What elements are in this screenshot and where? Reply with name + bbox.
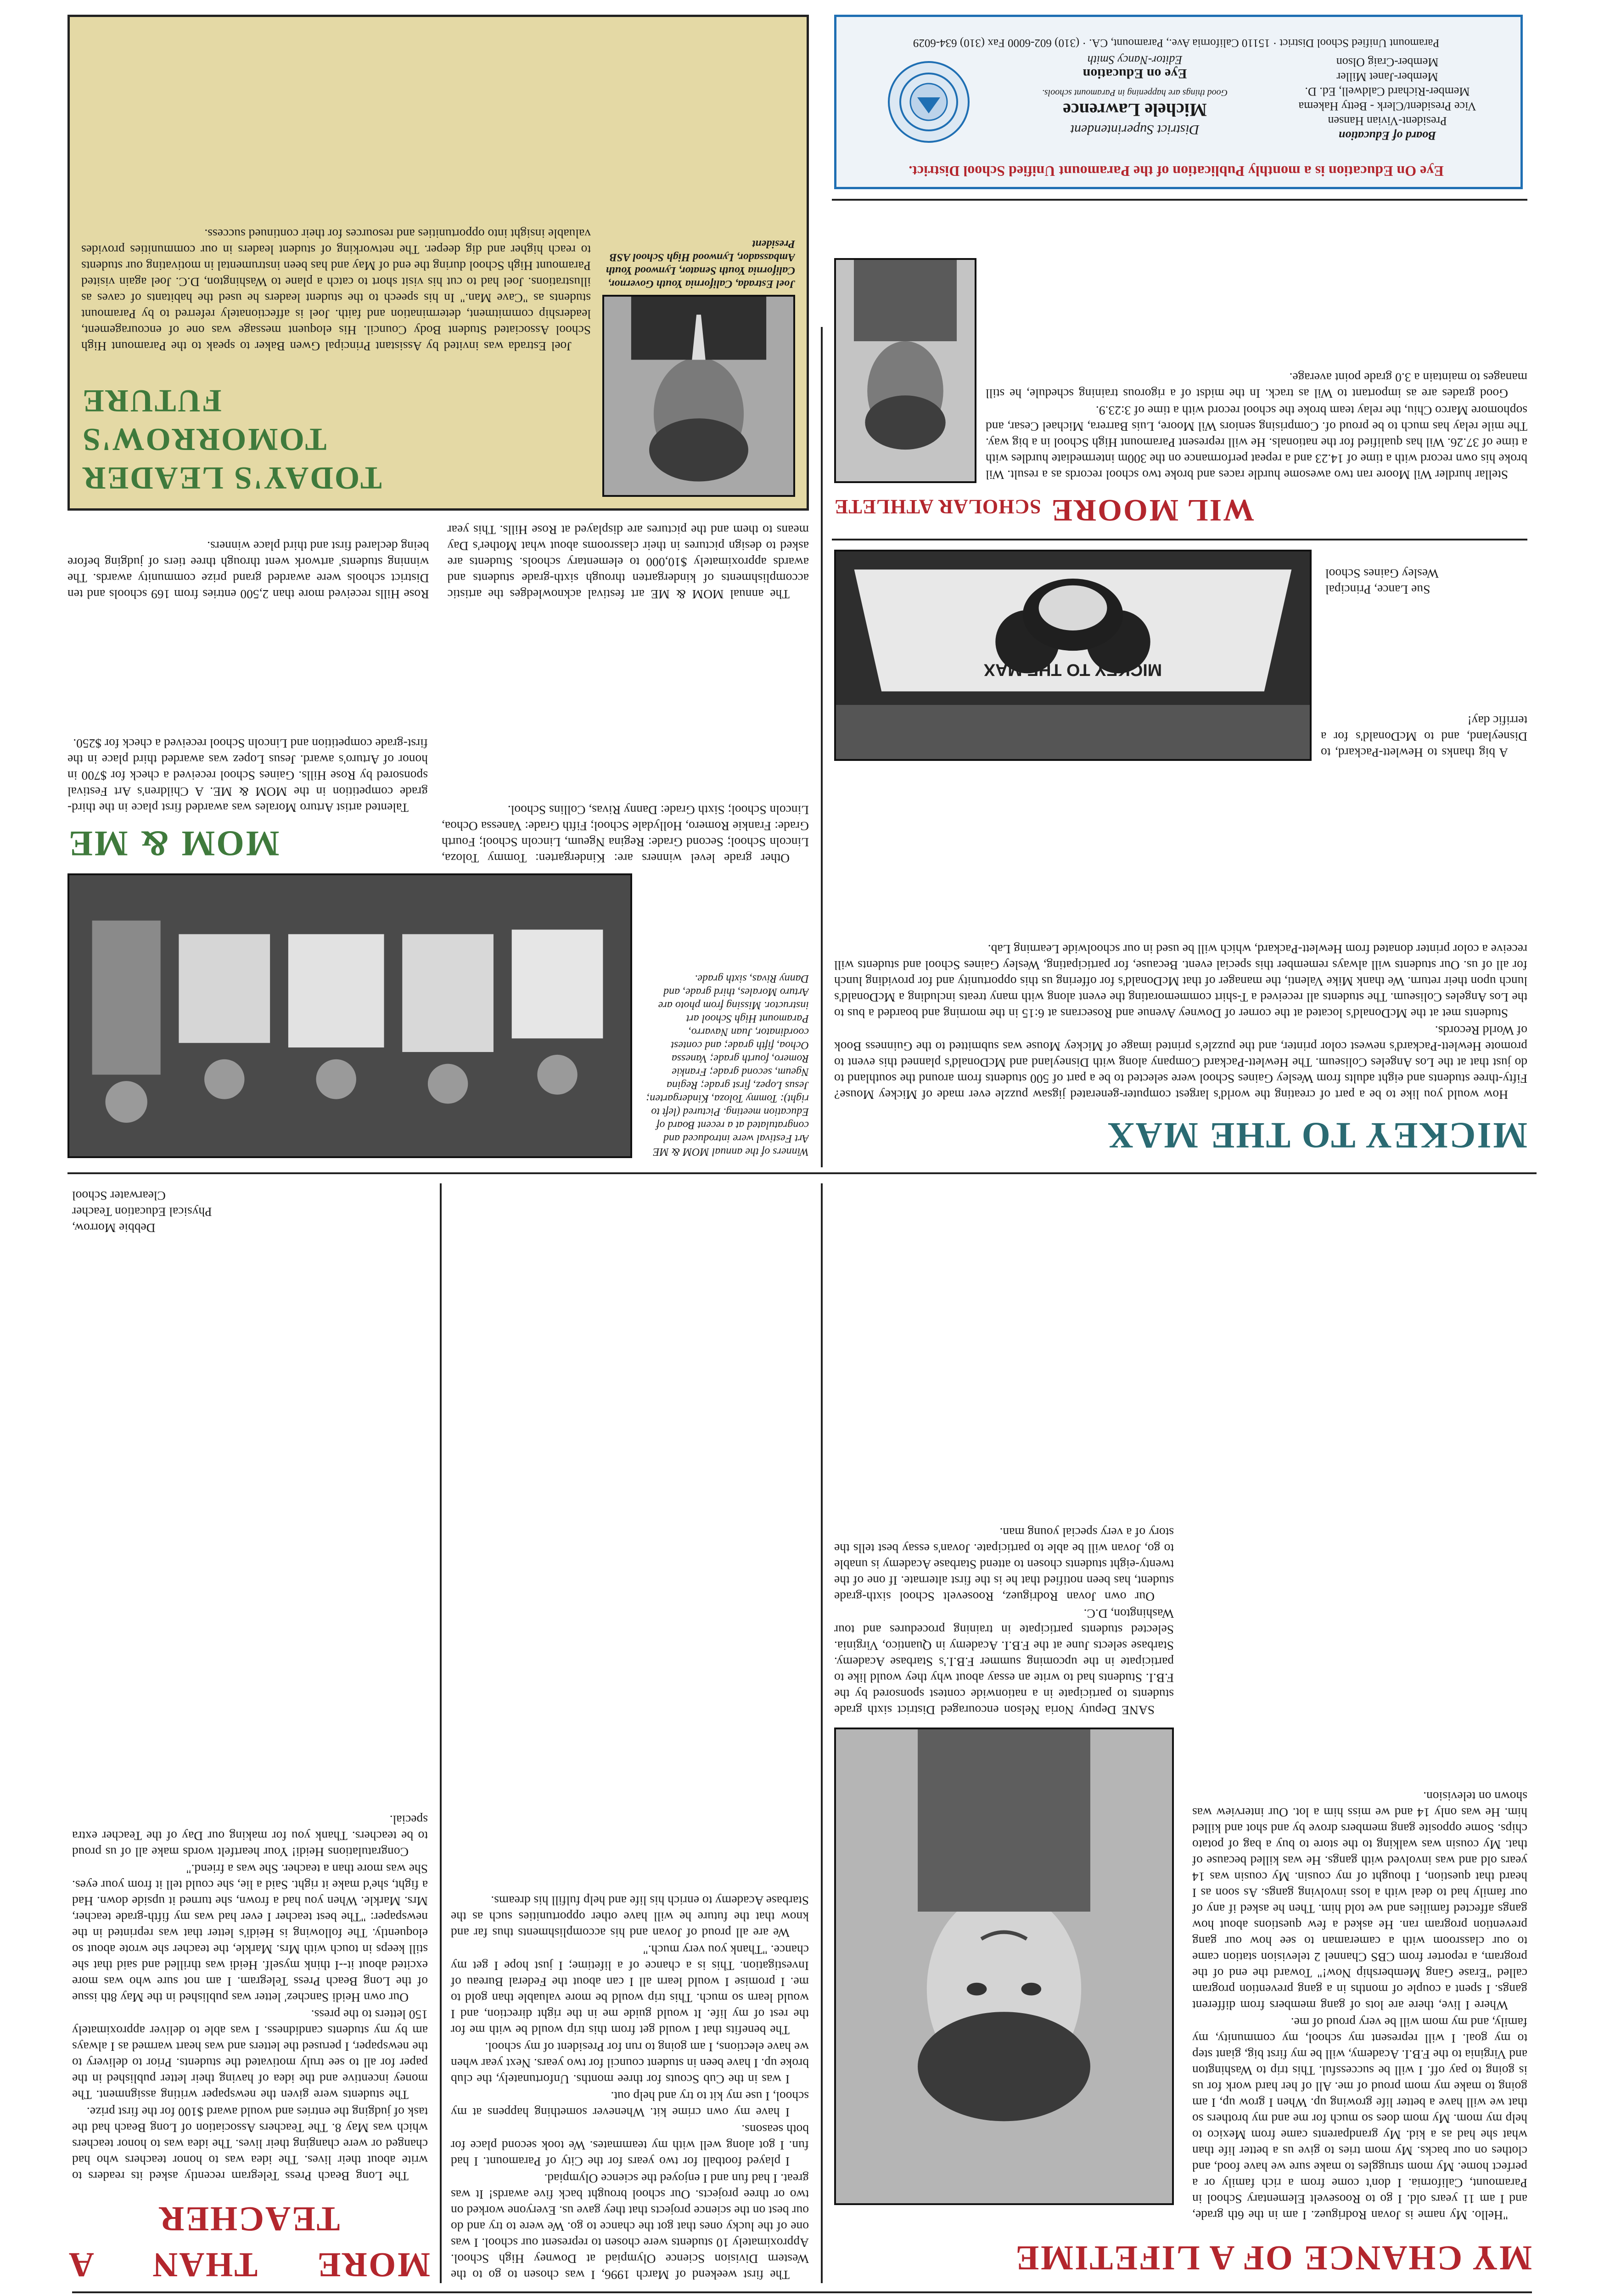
column-rule — [440, 1183, 442, 2283]
address-block: Paramount Unified School District · 15110 California Ave., Paramount, CA. · (310) 602-6000 Fax (310) 634-6029 — [913, 37, 1440, 49]
eye-editor: Editor-Nancy Smith — [1087, 53, 1183, 67]
mickey-p2: Students met at the McDonald's located at the corner of Downey Avenue and Rosecrans at 6:15 in the morning and boarded a bus to the Los Angeles Coliseum. The students all received a T-shirt commemorating the event along with many treats including a McDonald's lunch upon their return. We thank Mike Valenti, the manager of that McDonald's for offering us this opportunity and for providing lunch for all of us. Our students will always remember this special event. Because, for participating, Wesley Gaines School and students will receive a color printer donated from Hewlett-Packard, which will be used in our schoolwide Learning Lab. — [834, 942, 1527, 1021]
joel-estrada-photo — [602, 295, 795, 497]
lifetime-cont-p4: I was in the Cub Scouts for three months. Unfortunately, the club broke up. I have been in student council for two years. Next year when we have elections, I am going to run for President of my school. — [451, 2040, 809, 2087]
leader-p1: Joel Estrada was invited by Assistant Principal Gwen Baker to speak to the Paramount High School Associated Student Body Council. His eloquent message was one of encouragement, leadership commitment, determination and faith. Joel is affectionately referred to by Paramount students as "Cave Man." In his speech to the student leaders he used the habitants of caves as illustrations. Joel had to cut his visit short to catch a plane to Washington, D.C. Joel again visited Paramount High School during the end of May and has been instrumental in motivating our students to reach higher and dig deeper. The networking of student leaders in our communities provides valuable insight into opportunities and resources for their continued success. — [81, 227, 591, 354]
lifetime-essay-p2: Where I live, there are lots of gang members from different gangs. I spent a couple of months in a gang prevention program called "Erase Gang Membership Now!" Toward the end of the program, a reporter from CBS Channel 2 television station came to our classroom with a cameraman to see how our gang prevention program ran. He asked a few questions about how gangs affected families and we told him. Then he asked if any of our family had to deal with a loss involving gangs. As soon as I heard that question, I thought of my cousin. My cousin was 14 years old and was involved with gangs. He was killed because of that. My cousin was walking to the store to buy a bag of potato chips. Some opposite gang members drove by and shot and killed him. He was only 14 and we miss him a lot. Our interview was shown on television. — [1192, 1790, 1527, 2013]
board-member: President-Vivian Hansen — [1328, 114, 1447, 128]
column-rule — [821, 1183, 823, 2283]
district-phone: (310) 602-6000 Fax (310) 634-6029 — [913, 37, 1080, 49]
mickey-puzzle-photo — [834, 550, 1312, 761]
masthead-line: Eye On Education is a monthly Publication of the Paramount Unified School District. — [909, 163, 1444, 180]
lifetime-cont-p6: We are all proud of Jovan and his accomplishments thus far and know that the future he will have other opportunities such as the Starbase Academy to enrich his life and help fulfill his dreams. — [451, 1894, 809, 1940]
leader-headline — [81, 359, 591, 497]
section-rule — [832, 199, 1527, 201]
teacher-article — [72, 1238, 428, 2184]
lifetime-intro-p2: Our own Jovan Rodriguez, Roosevelt School sixth-grade student, has been notified that he is the first alternate. If one of the twenty-eight students chosen to attend Starbase Academy is unable to go, Jovan will be able to participate. Jovan's essay best tells the story of a very special young man. — [834, 1525, 1174, 1604]
eye-title: Eye on Education — [1083, 66, 1187, 81]
teacher-headline-line1: MORE THAN A — [67, 2245, 430, 2284]
board-title: Board of Education — [1338, 129, 1436, 142]
leader-headline-line3: FUTURE — [81, 383, 222, 418]
lifetime-cont-p2: I played football for two years for the City of Paramount. I had fun. I got along well with my teammates. We took second place for both seasons. — [451, 2122, 809, 2169]
lifetime-cont-p3: I have my own crime kit. Whenever something happens at my school, I use my kit to try and help out. — [451, 2089, 809, 2120]
mickey-p3: A big thanks to Hewlett-Packard, to Disneyland, and to McDonald's for a terrific day! — [1321, 714, 1527, 760]
superintendent-title: District Superintendent — [1070, 122, 1200, 137]
superintendent-name: Michele Lawrence — [1063, 100, 1207, 120]
teacher-sig-title: Physical Education Teacher — [72, 1205, 212, 1219]
teacher-p2: The students were given the newspaper writing assignment. The money incentive and the idea of having their letter published in the paper for all to see truly motivated the students. Prior to delivery to the newspaper, I perused the letters and was heart warmed as I always am by my students candidness. I was able to deliver approximately 150 letters to the press. — [72, 2008, 428, 2102]
mom-article-right — [67, 605, 428, 816]
page-header — [72, 2291, 1532, 2296]
school-district-seal — [888, 61, 970, 143]
jovan-photo — [834, 1728, 1174, 2205]
wil-p1: Stellar hurdler Wil Moore ran two awesome hurdle races and broke two school records as a result. Wil broke his own record with a time of 14.23 and a repeat performance on the 300m intermediate hurdles with a time of 37.26. Wil has qualified for the nationals. He will represent Paramount High School in a big way. The mile relay has much to be proud of. Comprising seniors Wil Moore, Luis Barrera, Michael Cesar, and sophomore Marco Chiu, the relay team broke the school record with a time of 3:23.9. — [986, 404, 1527, 482]
wil-moore-photo — [834, 258, 976, 483]
district-address: 15110 California Ave., Paramount, CA. — [1089, 37, 1270, 49]
lifetime-intro-p1: SANE Deputy Noria Nelson encouraged District sixth grade students to participate in a nationwide contest sponsored by the F.B.I. Students had to write an essay about why they would like to participate in the upcoming summer F.B.I.'s Starbase Academy. Starbase selects June at the F.B.I. Academy in Quantico, Virginia. Selected students participate in training procedures and tour Washington, D.C. — [834, 1607, 1174, 1717]
wil-p2: Good grades are as important to Wil as track. In the midst of a rigorous training schedule, he still manages to maintain a 3.0 grade point average. — [986, 371, 1527, 401]
lifetime-continued — [451, 1183, 809, 2283]
section-rule — [832, 539, 1527, 540]
board-member: Member-Richard Caldwell, Ed. D. — [1305, 85, 1470, 98]
mom-article-left — [442, 609, 809, 867]
mom-me-winners-photo — [67, 873, 632, 1158]
teacher-p1: The Long Beach Press Telegram recently asked its readers to write about their lives. The idea was to honor teachers who had changed or were changing their lives. The idea was to honor teachers which was May 8. The Teachers Association of Long Beach had the task of judging the entries and would award $100 for the first prize. — [72, 2105, 428, 2183]
mickey-p1: How would you like to be a part of creating the world's largest computer-generated jigsaw puzzle ever made of Mickey Mouse? Fifty-three students and eight adults from Wesley Gaines School were selected to be a part of 500 students from around the southland to do just that at the Los Angeles Coliseum. The Hewlett-Packard Company along with Disneyland and McDonald's planned this event to promote Hewlett-Packard's newest color printer, and the puzzle's printed image of Mickey Mouse was submitted to the Guinness Book of World Records. — [834, 1024, 1527, 1102]
teacher-headline — [67, 2191, 430, 2288]
mickey-signature — [1325, 561, 1527, 598]
teacher-headline-line2: TEACHER — [157, 2200, 340, 2238]
leader-headline-line1: TODAY'S LEADER — [81, 460, 382, 495]
masthead-box — [834, 15, 1523, 189]
joel-caption: Joel Estrada, California Youth Governor, California Youth Senator, Lynwood Youth Ambassador, Lynwood High School ASB President — [606, 238, 795, 290]
board-member: Member-Craig Olson — [1336, 56, 1439, 69]
wil-headline — [834, 490, 1527, 531]
page-divider — [67, 1172, 1537, 1174]
wil-article — [986, 208, 1527, 483]
masthead-tagline: Good things are happening in Paramount schools. — [1042, 88, 1228, 98]
mickey-photo-text: MICKEY TO THE MAX — [983, 660, 1162, 680]
lifetime-essay — [1192, 1199, 1527, 2223]
mom-headline: MOM & ME — [67, 824, 280, 864]
wil-headline-big: WIL MOORE — [1050, 493, 1255, 528]
column-rule — [821, 327, 823, 1167]
mickey-sig-name: Sue Lance, Principal — [1325, 583, 1430, 597]
eye-block — [1006, 53, 1263, 80]
lifetime-cont-p1: The first weekend of March 1996, I was chosen to go to the Western Division Science Olympiad at Downey High School. Approximately 10 students were chosen to represent our school. I was one of the lucky ones that got the chance to go. We were to try and do our best on the science projects that they gave us. Everyone worked on two or three projects. Our school brought back five awards! It was great. I had fun and I enjoyed the science Olympiad. — [451, 2172, 809, 2282]
mickey-headline: MICKEY TO THE MAX — [1106, 1115, 1527, 1155]
mom-photo-caption: Winners of the annual MOM & ME Art Festival were introduced and congratulated at a recent Board of Education meeting. Pictured (left to right): Tommy Toloza, Kindergarten; Jesus Lopez, first grade; Regina Ngeum, second grade; Frankie Romero, fourth grade; Vanessa Ochoa, fifth grade; and contest coordinator, Juan Navarro, Paramount High School art instructor. Missing from photo are Arturo Morales, third grade, and Danny Rivas, sixth grade. — [646, 973, 809, 1158]
mom-p3: Other grade level winners are: Kindergarten: Tommy Toloza, Lincoln School; Second Grade: Regina Ngeum, Lincoln School; Fourth Grade: Frankie Romero, Hollydale School; Fifth Grade: Vanessa Ochoa, Lincoln School; Sixth Grade: Danny Rivas, Collins School. — [442, 803, 809, 866]
lifetime-essay-p1: "Hello. My name is Jovan Rodriguez. I am in the 6th grade, and I am 11 years old. I go to Roosevelt Elementary School in Paramount, California. I don't come from a rich family or a perfect home. My mom struggles to make sure we have food, and clothes on our backs. My mom tries to give us a better life than what she had as a kid. My grandparents came from Mexico to help my mom. My mom does so much for me and my brothers so that we will have a better life growing up. When I grow up, I am going to make my mom proud of me. All of her hard work for us is going to pay off. I will be successful. This trip to Washington and Virginia to the F.B.I. Academy, will be my first big, giant step to my goal. I will represent my school, my community, my family, and my mom will be very proud of me. — [1192, 2015, 1527, 2223]
mickey-article-side — [1321, 600, 1527, 761]
teacher-p3: Our own Heidi Sanchez' letter was published in the May 8th issue of the Long Beach Press Telegram. I am not sure who was more excited about it--I think myself. Heidi was thrilled and said that she still keeps in touch with Mrs. Markle, the teacher she wrote about so eloquently. The following is Heidi's letter that was reprinted in the newspaper: "The best teacher I ever had was my fifth-grade teacher, Mrs. Markle. When you had a frown, she turned it upside down. Had a fight, she'd make it right. Said a lie, she could tell it from your eyes. She was more than a teacher. She was a friend." — [72, 1862, 428, 2005]
mom-p2: The annual MOM & ME art festival acknowledges the artistic accomplishments of kindergarten through sixth-grade students and awards approximately $10,000 to elementary schools. Students are asked to design pictures in their classrooms about what Mother's Day means to them and the pictures are displayed at Rose Hills. This year Rose Hills received more than 2,500 entries from 169 schools and ten District schools were awarded grand prize community awards. The winning students' artwork went through three tiers of judging before being declared first and third place winners. — [67, 523, 809, 602]
board-member: Member-Janet Miller — [1336, 70, 1438, 84]
wil-headline-small: SCHOLAR ATHLETE — [834, 495, 1041, 518]
mom-p1: Talented artist Arturo Morales was awarded first place in the third-grade competition in the MOM & ME. A Children's Art Festival sponsored by Rose Hills. Gaines School received a check for $700 in honor of Arturo's award. Jesus Lopez was awarded third place in the first-grade competition and Lincoln School received a check for $250. — [67, 737, 428, 815]
teacher-sig-name: Debbie Morrow, — [72, 1221, 156, 1235]
leader-article — [81, 28, 591, 355]
teacher-signature — [72, 1186, 428, 1236]
board-member: Vice President/Clerk - Betty Hakema — [1298, 100, 1476, 113]
lifetime-cont-p5: The benefits that I would get from this trip would be with me for the rest of my life. It would guide me in the right direction, and I would learn so much. This trip would be more valuable than gold to me. I promise I would learn all I can about the Federal Bureau of Investigation. This is a chance of a lifetime; I just hope I get my chance. "Thank you very much." — [451, 1943, 809, 2037]
teacher-sig-school: Clearwater School — [72, 1189, 166, 1203]
district-name: Paramount Unified School District — [1279, 37, 1440, 49]
leader-headline-line2: TOMORROW'S — [81, 422, 327, 457]
mickey-sig-school: Wesley Gaines School — [1325, 567, 1439, 581]
lifetime-intro — [834, 1195, 1174, 1718]
board-block — [1268, 55, 1507, 143]
lifetime-headline: MY CHANCE OF A LIFETIME — [1014, 2239, 1532, 2277]
teacher-p4: Congratulations Heidi! Your heartfelt words make all of us proud to be teachers. Thank you for making our Day of the Teacher extra special. — [72, 1813, 428, 1859]
mickey-article-top — [834, 765, 1527, 1103]
